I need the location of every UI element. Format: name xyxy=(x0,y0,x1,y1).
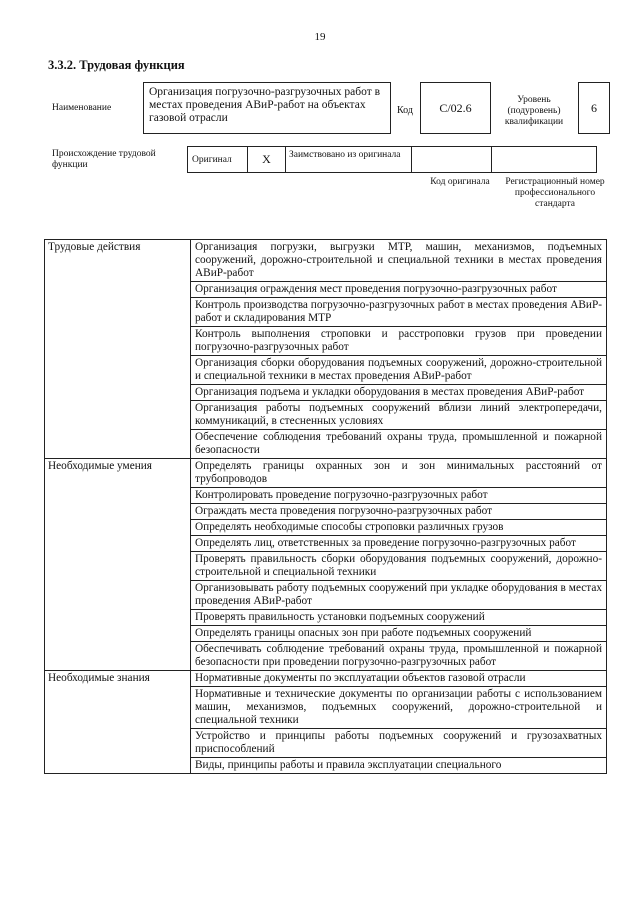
section-item: Организация погрузки, выгрузки МТР, машин, механизмов, подъемных сооружений, дорожно-строительной и специальной техники в местах проведения АВиР-работ xyxy=(191,240,607,282)
level-label: Уровень (подуровень) квалификации xyxy=(504,95,564,127)
section-item: Нормативные и технические документы по организации работы с использованием машин, механизмов, подъемных сооружений, дорожно-строительной и специальной техники xyxy=(191,687,607,729)
section-item: Проверять правильность сборки оборудования подъемных сооружений, дорожно-строительной и специальной техники xyxy=(191,552,607,581)
section-item: Обеспечивать соблюдение требований охраны труда, промышленной и пожарной безопасности при проведении погрузочно-разгрузочных работ xyxy=(191,642,607,671)
level-value-box: 6 xyxy=(578,82,610,134)
section-category: Трудовые действия xyxy=(45,240,191,459)
section-item: Виды, принципы работы и правила эксплуатации специального xyxy=(191,758,607,774)
section-item: Контроль производства погрузочно-разгрузочных работ в местах проведения АВиР-работ и складирования МТР xyxy=(191,298,607,327)
code-label: Код xyxy=(397,105,413,116)
section-item: Нормативные документы по эксплуатации объектов газовой отрасли xyxy=(191,671,607,687)
section-item: Определять лиц, ответственных за проведение погрузочно-разгрузочных работ xyxy=(191,536,607,552)
borrowed-label: Заимствовано из оригинала xyxy=(286,147,412,172)
reg-number-cell xyxy=(492,147,596,172)
section-category: Необходимые знания xyxy=(45,671,191,774)
origin-row xyxy=(187,146,597,173)
reg-number-label: Регистрационный номер профессионального стандарта xyxy=(505,177,605,209)
name-label: Наименование xyxy=(52,103,112,113)
section-item: Ограждать места проведения погрузочно-разгрузочных работ xyxy=(191,504,607,520)
section-item: Организация ограждения мест проведения погрузочно-разгрузочных работ xyxy=(191,282,607,298)
section-item: Контроль выполнения строповки и расстроповки грузов при проведении погрузочно-разгрузочных работ xyxy=(191,327,607,356)
section-item: Организация подъема и укладки оборудования в местах проведения АВиР-работ xyxy=(191,385,607,401)
table-row xyxy=(45,671,607,687)
code-original-label: Код оригинала xyxy=(430,177,490,187)
original-label: Оригинал xyxy=(188,147,248,172)
section-item: Организация работы подъемных сооружений вблизи линий электропередачи, коммуникаций, в стесненных условиях xyxy=(191,401,607,430)
section-item: Проверять правильность установки подъемных сооружений xyxy=(191,610,607,626)
table-row xyxy=(45,240,607,282)
section-item: Контролировать проведение погрузочно-разгрузочных работ xyxy=(191,488,607,504)
function-table-body xyxy=(45,240,607,774)
function-table xyxy=(44,239,607,774)
page-number: 19 xyxy=(314,31,326,43)
section-item: Организация сборки оборудования подъемных сооружений, дорожно-строительной и специальной техники в местах проведения АВиР-работ xyxy=(191,356,607,385)
section-item: Определять границы охранных зон и зон минимальных расстояний от трубопроводов xyxy=(191,459,607,488)
original-mark: X xyxy=(248,147,286,172)
section-item: Определять необходимые способы строповки различных грузов xyxy=(191,520,607,536)
origin-label: Происхождение трудовой функции xyxy=(52,149,156,170)
section-item: Определять границы опасных зон при работе подъемных сооружений xyxy=(191,626,607,642)
section-item: Обеспечение соблюдения требований охраны труда, промышленной и пожарной безопасности xyxy=(191,430,607,459)
table-row xyxy=(45,459,607,488)
section-item: Устройство и принципы работы подъемных сооружений и грузозахватных приспособлений xyxy=(191,729,607,758)
section-title: 3.3.2. Трудовая функция xyxy=(48,58,185,72)
function-name-box: Организация погрузочно-разгрузочных работ в местах проведения АВиР-работ на объектах газовой отрасли xyxy=(143,82,391,134)
code-original-cell xyxy=(412,147,492,172)
section-category: Необходимые умения xyxy=(45,459,191,671)
section-item: Организовывать работу подъемных сооружений при укладке оборудования в местах проведения АВиР-работ xyxy=(191,581,607,610)
code-value-box: C/02.6 xyxy=(420,82,491,134)
